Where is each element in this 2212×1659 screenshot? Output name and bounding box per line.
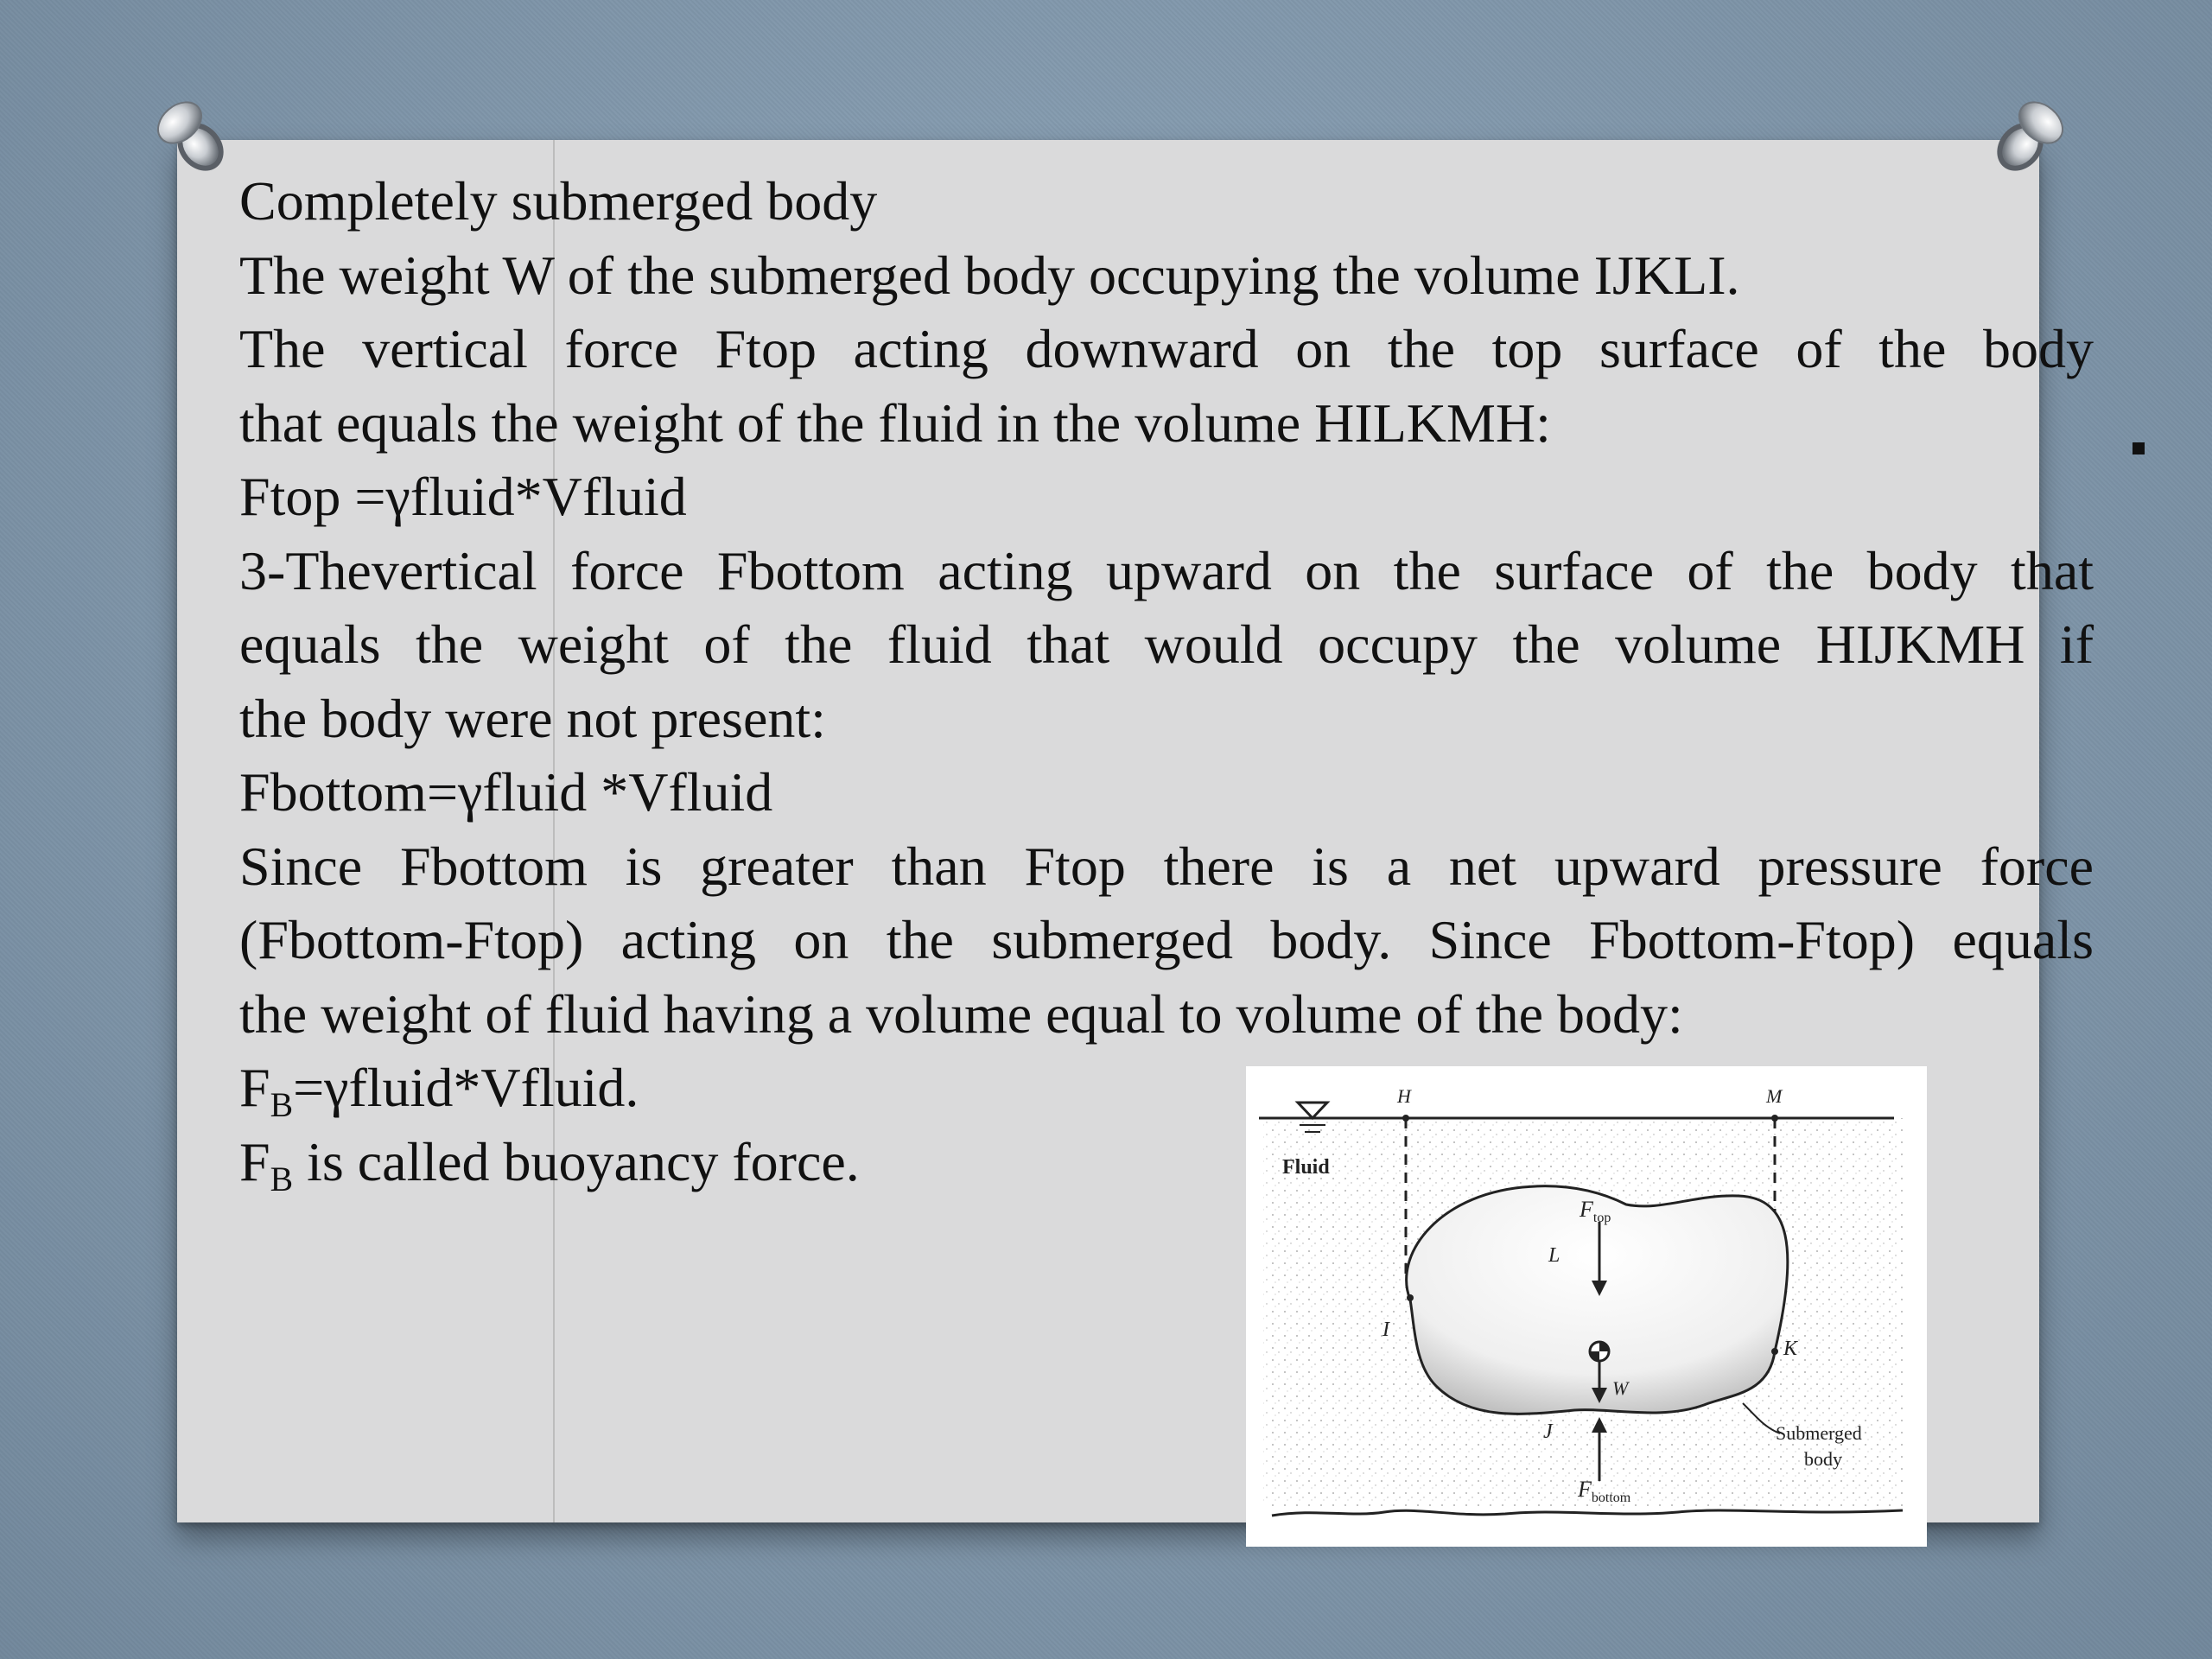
formula-line: Fbottom=γfluid *Vfluid xyxy=(239,761,773,823)
label-l: L xyxy=(1548,1244,1560,1267)
text-line: The weight W of the submerged body occupying the volume IJKLI. xyxy=(239,244,1740,306)
submerged-body-figure xyxy=(1246,1066,1927,1547)
bullet-marker xyxy=(2133,442,2145,454)
slide-body-text xyxy=(239,164,2094,1198)
buoyancy-definition: $F_B$ is called buoyancy force. xyxy=(239,1130,860,1198)
heading-line: Completely submerged body xyxy=(239,170,878,232)
label-fluid: Fluid xyxy=(1282,1156,1330,1179)
label-submerged: Submerged xyxy=(1776,1422,1862,1444)
label-body: body xyxy=(1804,1448,1842,1470)
text-line: the weight of fluid having a volume equal to volume of the body: xyxy=(239,982,1683,1045)
label-w: W xyxy=(1612,1377,1629,1399)
submerged-body-diagram xyxy=(1246,1066,1927,1547)
label-k: K xyxy=(1783,1338,1798,1360)
label-ftop: $F_{top}$ xyxy=(1580,1197,1611,1225)
text-line: Since Fbottom is greater than Ftop there is a net upward pressure force xyxy=(239,835,2094,897)
label-h: H xyxy=(1397,1085,1411,1107)
text-line: The vertical force Ftop acting downward on the top surface of the body xyxy=(239,318,2094,379)
label-i: I xyxy=(1382,1319,1389,1341)
text-line: (Fbottom-Ftop) acting on the submerged body. Since Fbottom-Ftop) equals xyxy=(239,909,2094,970)
label-fbottom: $F_{bottom}$ xyxy=(1578,1477,1631,1505)
text-line: that equals the weight of the fluid in the volume HILKMH: xyxy=(239,391,1551,454)
text-line: the body were not present: xyxy=(239,687,826,749)
buoyancy-formula: $F_B=\gamma fluid*Vfluid$. xyxy=(239,1057,639,1124)
pushpin-icon xyxy=(147,86,242,181)
label-j: J xyxy=(1543,1421,1553,1443)
formula-line: Ftop =γfluid*Vfluid xyxy=(239,466,687,527)
label-m: M xyxy=(1766,1085,1783,1107)
text-line: equals the weight of the fluid that would occupy the volume HIJKMH if xyxy=(239,613,2094,675)
text-line: 3-Thevertical force Fbottom acting upward on the surface of the body that xyxy=(239,539,2094,601)
